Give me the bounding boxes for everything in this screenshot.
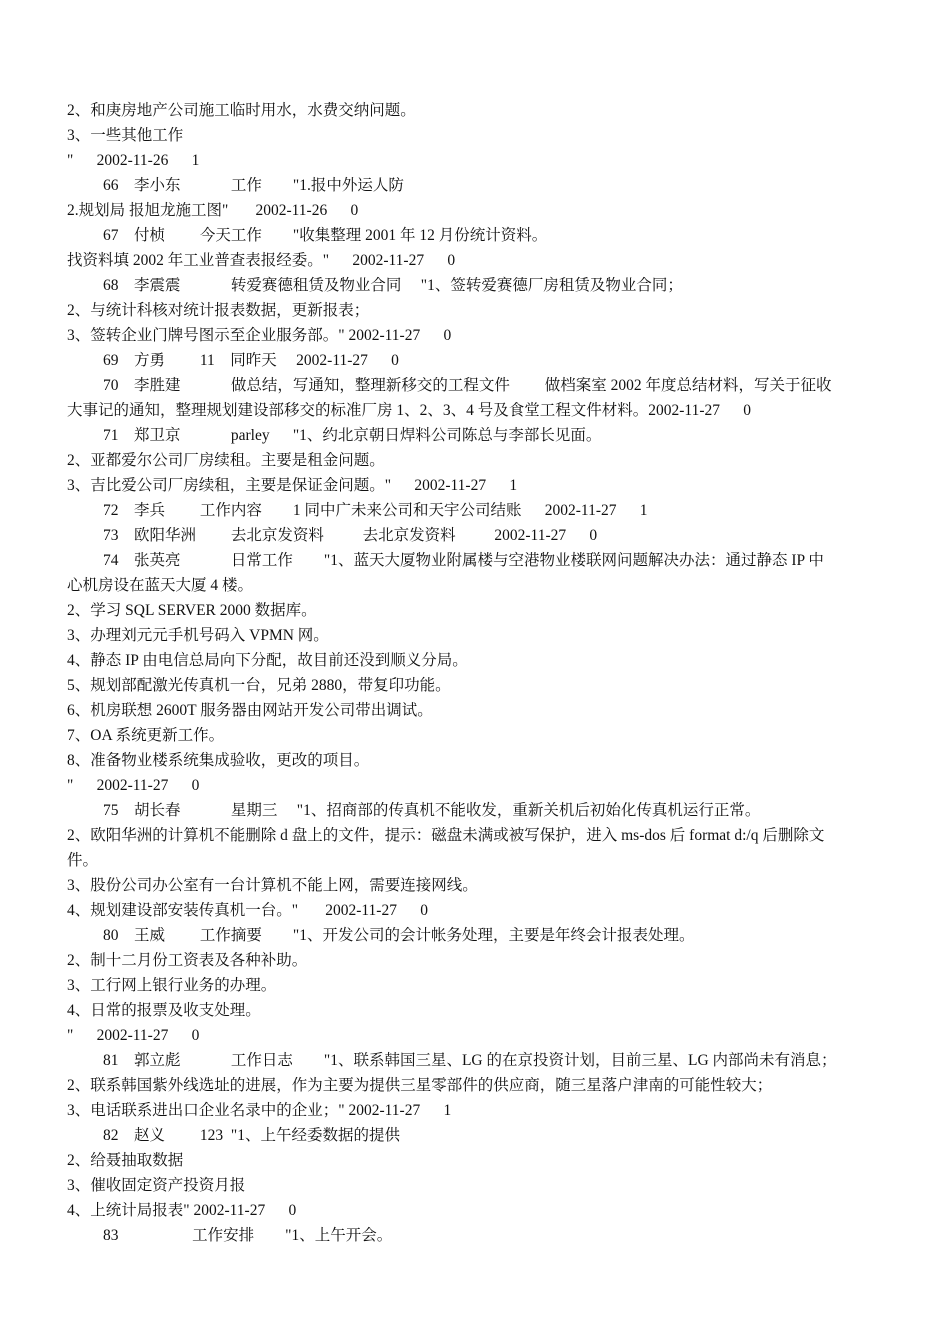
text-line: 3、吉比爱公司厂房续租，主要是保证金问题。" 2002-11-27 1 [67, 477, 518, 494]
text-line: 2、联系韩国紫外线选址的进展，作为主要为提供三星零部件的供应商，随三星落户津南的可能性较大； [67, 1077, 773, 1094]
text-line: 83 工作安排 "1、上午开会。 [103, 1227, 393, 1244]
text-line: 71 郑卫京 parley "1、约北京朝日焊料公司陈总与李部长见面。 [103, 427, 602, 444]
text-line: 69 方勇 11 同昨天 2002-11-27 0 [103, 352, 399, 369]
text-line: 2、给聂抽取数据 [67, 1152, 184, 1169]
text-line: 大事记的通知，整理规划建设部移交的标准厂房 1、2、3、4 号及食堂工程文件材料。2002-11-27 0 [67, 402, 752, 419]
text-line: 找资料填 2002 年工业普查表报经委。" 2002-11-27 0 [67, 252, 456, 269]
text-line: 3、电话联系进出口企业名录中的企业；" 2002-11-27 1 [67, 1102, 452, 1119]
text-line: 2.规划局 报旭龙施工图" 2002-11-26 0 [67, 202, 359, 219]
text-line: 5、规划部配激光传真机一台，兄弟 2880，带复印功能。 [67, 677, 451, 694]
text-line: 4、上统计局报表" 2002-11-27 0 [67, 1202, 297, 1219]
text-line: 66 李小东 工作 "1.报中外运人防 [103, 177, 404, 194]
text-line: 2、与统计科核对统计报表数据，更新报表； [67, 302, 370, 319]
text-line: 2、制十二月份工资表及各种补助。 [67, 952, 308, 969]
text-line: " 2002-11-27 0 [67, 1027, 200, 1044]
text-line: 4、静态 IP 由电信总局向下分配，故目前还没到顺义分局。 [67, 652, 468, 669]
text-line: 3、一些其他工作 [67, 127, 184, 144]
text-line: 8、准备物业楼系统集成验收，更改的项目。 [67, 752, 370, 769]
text-line: 72 李兵 工作内容 1 同中广未来公司和天宇公司结账 2002-11-27 1 [103, 502, 648, 519]
text-line: 3、办理刘元元手机号码入 VPMN 网。 [67, 627, 329, 644]
text-line: 2、和庚房地产公司施工临时用水，水费交纳问题。 [67, 102, 416, 119]
text-line: 件。 [67, 852, 99, 869]
text-line: 81 郭立彪 工作日志 "1、联系韩国三星、LG 的在京投资计划，目前三星、LG 内部尚未有消息； [103, 1052, 837, 1069]
text-line: 4、日常的报票及收支处理。 [67, 1002, 261, 1019]
text-line: 心机房设在蓝天大厦 4 楼。 [67, 577, 254, 594]
text-line: 2、欧阳华洲的计算机不能删除 d 盘上的文件，提示：磁盘未满或被写保护，进入 ms-dos 后 format d:/q 后删除文 [67, 827, 825, 844]
text-line: 70 李胜建 做总结，写通知，整理新移交的工程文件 做档案室 2002 年度总结材料，写关于征收 [103, 377, 832, 394]
text-line: 3、催收固定资产投资月报 [67, 1177, 246, 1194]
text-line: 3、签转企业门牌号图示至企业服务部。" 2002-11-27 0 [67, 327, 452, 344]
text-line: 73 欧阳华洲 去北京发资料 去北京发资料 2002-11-27 0 [103, 527, 598, 544]
text-line: 74 张英亮 日常工作 "1、蓝天大厦物业附属楼与空港物业楼联网问题解决办法：通过静态 IP 中 [103, 552, 824, 569]
text-line: 67 付桢 今天工作 "收集整理 2001 年 12 月份统计资料。 [103, 227, 548, 244]
text-line: 80 王威 工作摘要 "1、开发公司的会计帐务处理，主要是年终会计报表处理。 [103, 927, 695, 944]
text-line: 6、机房联想 2600T 服务器由网站开发公司带出调试。 [67, 702, 433, 719]
text-line: 68 李震震 转爱赛德租赁及物业合同 "1、签转爱赛德厂房租赁及物业合同； [103, 277, 683, 294]
text-line: 82 赵义 123 "1、上午经委数据的提供 [103, 1127, 400, 1144]
text-line: " 2002-11-27 0 [67, 777, 200, 794]
text-line: 75 胡长春 星期三 "1、招商部的传真机不能收发，重新关机后初始化传真机运行正常。 [103, 802, 761, 819]
text-line: 2、学习 SQL SERVER 2000 数据库。 [67, 602, 317, 619]
text-line: 4、规划建设部安装传真机一台。" 2002-11-27 0 [67, 902, 428, 919]
text-line: " 2002-11-26 1 [67, 152, 200, 169]
text-line: 3、股份公司办公室有一台计算机不能上网，需要连接网线。 [67, 877, 478, 894]
text-line: 2、亚都爱尔公司厂房续租。主要是租金问题。 [67, 452, 385, 469]
text-line: 7、OA 系统更新工作。 [67, 727, 225, 744]
text-line: 3、工行网上银行业务的办理。 [67, 977, 277, 994]
